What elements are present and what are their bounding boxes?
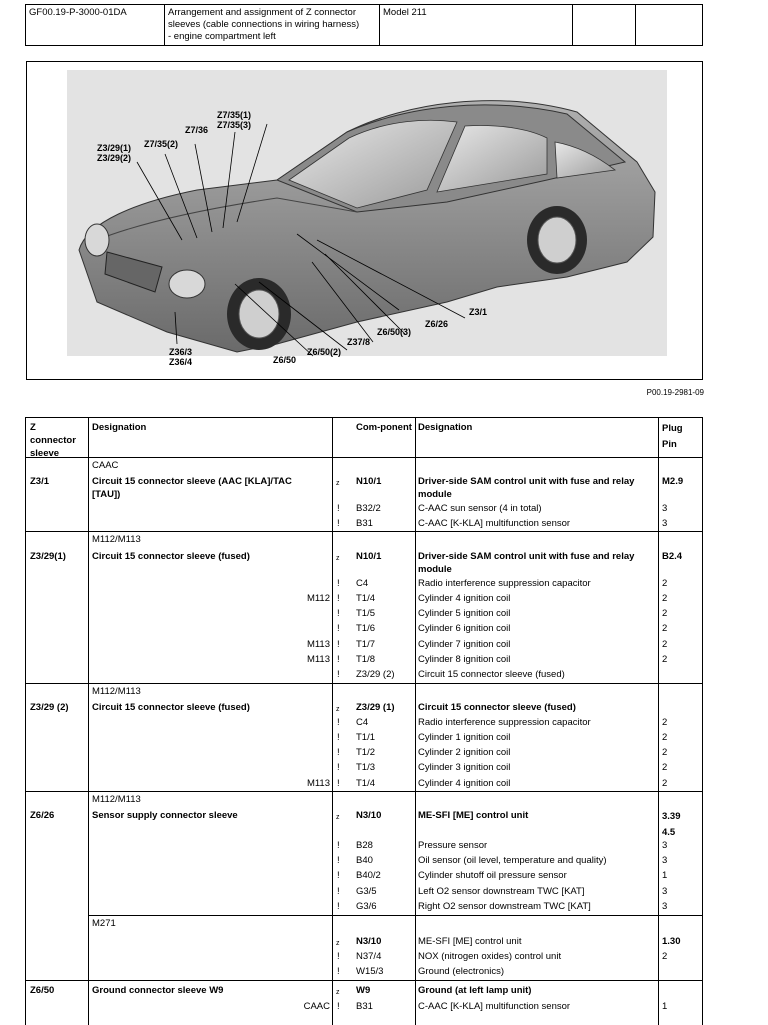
plug-pin: 2 [662, 951, 668, 962]
group-variant: M112/M113 [92, 534, 141, 545]
doc-id: GF00.19-P-3000-01DA [26, 5, 165, 46]
group-variant: M112/M113 [92, 686, 141, 697]
mark-excl: ! [337, 886, 340, 897]
label-z6-50-2: Z6/50(2) [307, 347, 342, 357]
component-code: G3/6 [356, 901, 377, 912]
component-designation: Radio interference suppression capacitor [418, 578, 591, 589]
label-z6-26: Z6/26 [425, 319, 449, 329]
col-divider [415, 418, 416, 1025]
component-code: T1/7 [356, 639, 376, 650]
sleeve-id: Z3/1 [30, 476, 50, 487]
plug-pin: 1 [662, 1001, 668, 1012]
component-designation: ME-SFI [ME] control unit [418, 810, 529, 821]
label-z3-1: Z3/1 [469, 307, 488, 317]
col-header-designation: Designation [92, 422, 147, 433]
component-designation: C-AAC [K-KLA] multifunction sensor [418, 1001, 571, 1012]
component-code: T1/2 [356, 747, 376, 758]
plug-pin: 2 [662, 778, 668, 789]
component-code: W9 [356, 985, 371, 996]
component-designation: Left O2 sensor downstream TWC [KAT] [418, 886, 585, 897]
component-designation: Circuit 15 connector sleeve (fused) [418, 669, 565, 680]
mark-excl: ! [337, 503, 340, 514]
component-code: T1/8 [356, 654, 376, 665]
component-designation: Driver-side SAM control unit with fuse and relay module [418, 476, 635, 500]
label-z7-36: Z7/36 [185, 125, 209, 135]
mark-z: z [336, 989, 340, 996]
figure-reference: P00.19-2981-09 [646, 388, 704, 397]
component-designation: Cylinder 8 ignition coil [418, 654, 511, 665]
engine-prefix: M113 [306, 778, 330, 789]
component-designation: Cylinder shutoff oil pressure sensor [418, 870, 567, 881]
mark-excl: ! [337, 518, 340, 529]
mark-excl: ! [337, 732, 340, 743]
vehicle-figure [26, 61, 703, 380]
col-header-designation-2: Designation [418, 422, 473, 433]
mark-excl: ! [337, 593, 340, 604]
header-empty-1 [573, 5, 636, 46]
plug-pin: 3 [662, 855, 668, 866]
plug-pin: 2 [662, 762, 668, 773]
plug-pin: 2 [662, 747, 668, 758]
component-code: T1/5 [356, 608, 376, 619]
sleeve-name: Circuit 15 connector sleeve (fused) [92, 551, 250, 562]
mark-excl: ! [337, 608, 340, 619]
col-divider [88, 418, 89, 1025]
mark-excl: ! [337, 654, 340, 665]
plug-pin: 2 [662, 578, 668, 589]
plug-pin: 1 [662, 870, 668, 881]
component-designation: Cylinder 2 ignition coil [418, 747, 511, 758]
component-designation: Driver-side SAM control unit with fuse and relay module [418, 551, 635, 575]
component-designation: Ground (electronics) [418, 966, 505, 977]
component-code: C4 [356, 578, 369, 589]
plug-pin: 2 [662, 623, 668, 634]
label-z36-3: Z36/3 [169, 347, 193, 357]
plug-pin: 3 [662, 503, 668, 514]
component-designation: NOX (nitrogen oxides) control unit [418, 951, 562, 962]
component-code: B31 [356, 518, 373, 529]
mark-excl: ! [337, 966, 340, 977]
component-designation: C-AAC [K-KLA] multifunction sensor [418, 518, 571, 529]
mark-z: z [336, 555, 340, 562]
mark-z: z [336, 480, 340, 487]
mark-excl: ! [337, 855, 340, 866]
component-code: T1/3 [356, 762, 376, 773]
component-designation: Pressure sensor [418, 840, 488, 851]
label-z6-50: Z6/50 [273, 355, 297, 365]
col-header-component: Com-ponent [356, 422, 412, 433]
sleeve-name: Circuit 15 connector sleeve (AAC [KLA]/TAC [TAU]) [92, 476, 292, 500]
plug-pin: 2 [662, 608, 668, 619]
sleeve-id: Z6/50 [30, 985, 55, 996]
component-code: G3/5 [356, 886, 377, 897]
sub-divider [88, 915, 702, 916]
component-code: N10/1 [356, 551, 382, 562]
group-divider [26, 980, 702, 981]
car-illustration [27, 62, 704, 381]
group-divider [26, 683, 702, 684]
mark-excl: ! [337, 717, 340, 728]
header-table [25, 4, 703, 46]
component-code: C4 [356, 717, 369, 728]
component-designation: Cylinder 4 ignition coil [418, 593, 511, 604]
plug-pin: 2 [662, 654, 668, 665]
sleeve-id: Z3/29(1) [30, 551, 66, 562]
group-variant: M112/M113 [92, 794, 141, 805]
component-code: T1/4 [356, 778, 376, 789]
component-designation: Cylinder 6 ignition coil [418, 623, 511, 634]
component-code: T1/1 [356, 732, 376, 743]
component-designation: Circuit 15 connector sleeve (fused) [418, 702, 576, 713]
mark-excl: ! [337, 1001, 340, 1012]
component-code: B40 [356, 855, 373, 866]
component-code: B40/2 [356, 870, 381, 881]
engine-prefix: CAAC [303, 1001, 330, 1012]
sleeve-name: Ground connector sleeve W9 [92, 985, 224, 996]
engine-prefix: M112 [306, 593, 330, 604]
doc-title: Arrangement and assignment of Z connector sleeves (cable connections in wiring harness) - engine compartment left [165, 5, 380, 46]
group-variant: M271 [92, 918, 116, 929]
component-designation: Oil sensor (oil level, temperature and quality) [418, 855, 607, 866]
label-z7-35-3: Z7/35(3) [217, 120, 252, 130]
component-designation: Cylinder 7 ignition coil [418, 639, 511, 650]
mark-excl: ! [337, 870, 340, 881]
mark-z: z [336, 940, 340, 947]
component-designation: Cylinder 1 ignition coil [418, 732, 511, 743]
component-code: T1/4 [356, 593, 376, 604]
mark-excl: ! [337, 623, 340, 634]
sleeve-name: Circuit 15 connector sleeve (fused) [92, 702, 250, 713]
component-code: N3/10 [356, 936, 382, 947]
engine-prefix: M113 [306, 654, 330, 665]
label-z3-29-1: Z3/29(1) [97, 143, 132, 153]
component-code: Z3/29 (2) [356, 669, 395, 680]
label-z37-8: Z37/8 [347, 337, 371, 347]
label-z7-35-1: Z7/35(1) [217, 110, 252, 120]
plug-pin: 2 [662, 732, 668, 743]
sleeve-id: Z6/26 [30, 810, 55, 821]
col-divider [658, 418, 659, 1025]
plug-pin: 3 [662, 518, 668, 529]
mark-excl: ! [337, 578, 340, 589]
component-designation: Cylinder 3 ignition coil [418, 762, 511, 773]
mark-excl: ! [337, 669, 340, 680]
component-code: N10/1 [356, 476, 382, 487]
label-z7-35-2: Z7/35(2) [144, 139, 179, 149]
plug-pin: 3 [662, 886, 668, 897]
plug-pin: 3 [662, 901, 668, 912]
component-code: N37/4 [356, 951, 382, 962]
component-designation: Cylinder 4 ignition coil [418, 778, 511, 789]
plug-pin: M2.9 [662, 476, 684, 487]
label-z36-4: Z36/4 [169, 357, 193, 367]
col-header-z: Z connector sleeve [30, 422, 76, 459]
label-z6-50-3: Z6/50(3) [377, 327, 412, 337]
group-divider [26, 791, 702, 792]
plug-pin: 2 [662, 639, 668, 650]
mark-excl: ! [337, 639, 340, 650]
component-code: Z3/29 (1) [356, 702, 395, 713]
plug-pin: 1.30 [662, 936, 681, 947]
mark-excl: ! [337, 747, 340, 758]
component-designation: Ground (at left lamp unit) [418, 985, 532, 996]
label-z3-29-2: Z3/29(2) [97, 153, 132, 163]
mark-excl: ! [337, 901, 340, 912]
component-code: B32/2 [356, 503, 381, 514]
group-divider [26, 457, 702, 458]
component-code: B28 [356, 840, 373, 851]
sleeve-name: Sensor supply connector sleeve [92, 810, 238, 821]
mark-excl: ! [337, 840, 340, 851]
component-designation: ME-SFI [ME] control unit [418, 936, 522, 947]
plug-pin: 3 [662, 840, 668, 851]
component-code: W15/3 [356, 966, 384, 977]
component-code: T1/6 [356, 623, 376, 634]
col-divider [332, 418, 333, 1025]
component-code: N3/10 [356, 810, 382, 821]
group-variant: CAAC [92, 460, 119, 471]
mark-excl: ! [337, 762, 340, 773]
group-divider [26, 531, 702, 532]
plug-pin: B2.4 [662, 551, 683, 562]
component-designation: C-AAC sun sensor (4 in total) [418, 503, 542, 514]
header-empty-2 [636, 5, 703, 46]
assignment-table [25, 417, 703, 1025]
sleeve-id: Z3/29 (2) [30, 702, 69, 713]
model: Model 211 [380, 5, 573, 46]
engine-prefix: M113 [306, 639, 330, 650]
mark-excl: ! [337, 951, 340, 962]
plug-pin: 3.39 4.5 [662, 811, 681, 838]
component-designation: Radio interference suppression capacitor [418, 717, 591, 728]
mark-z: z [336, 814, 340, 821]
mark-excl: ! [337, 778, 340, 789]
plug-pin: 2 [662, 717, 668, 728]
component-designation: Right O2 sensor downstream TWC [KAT] [418, 901, 591, 912]
component-code: B31 [356, 1001, 373, 1012]
col-header-plug-pin: Plug Pin [662, 423, 683, 450]
plug-pin: 2 [662, 593, 668, 604]
component-designation: Cylinder 5 ignition coil [418, 608, 511, 619]
mark-z: z [336, 706, 340, 713]
